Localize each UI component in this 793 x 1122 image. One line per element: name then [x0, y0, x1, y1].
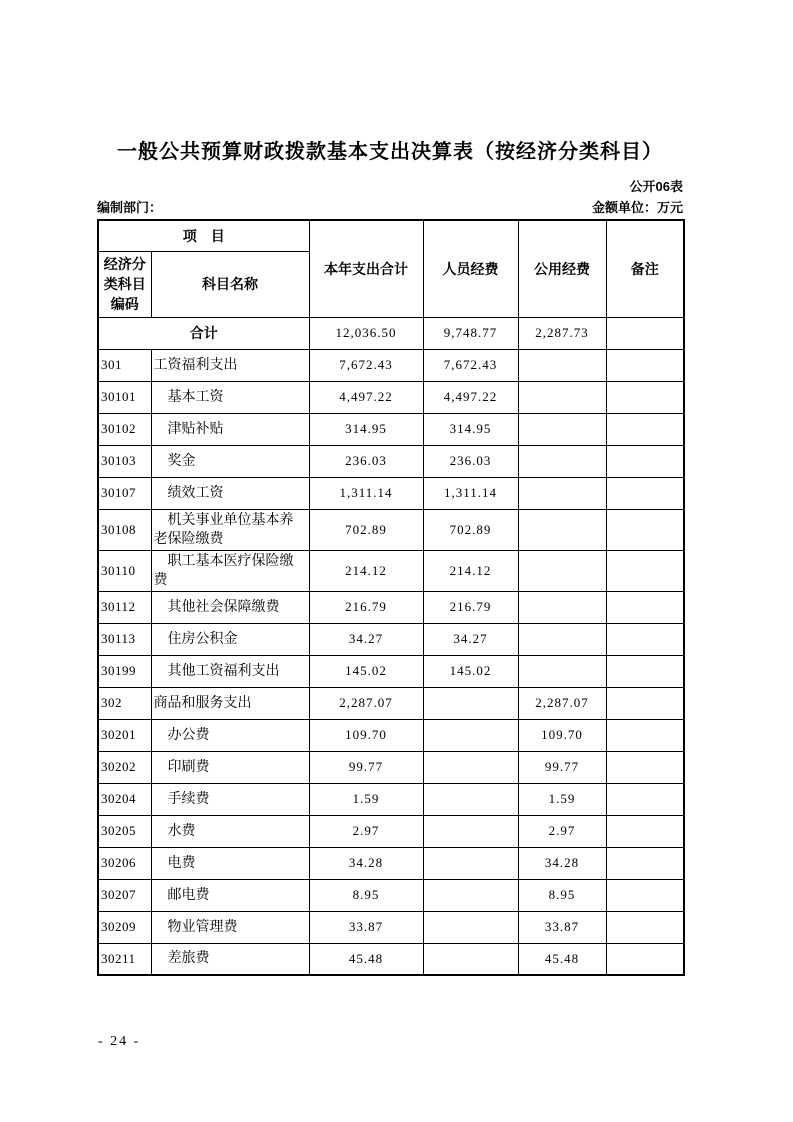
subject-code-cell: 30202	[98, 751, 151, 783]
remark-cell	[606, 687, 684, 719]
remark-cell	[606, 477, 684, 509]
personnel-expense-cell	[423, 943, 518, 975]
remark-cell	[606, 591, 684, 623]
public-expense-cell: 99.77	[518, 751, 606, 783]
public-expense-cell	[518, 550, 606, 591]
personnel-expense-cell	[423, 879, 518, 911]
total-expense-cell: 702.89	[309, 509, 423, 550]
header-public: 公用经费	[518, 220, 606, 317]
total-expense-cell: 33.87	[309, 911, 423, 943]
table-row	[98, 655, 684, 687]
total-expense-cell: 145.02	[309, 655, 423, 687]
subject-name-cell: 手续费	[151, 783, 309, 815]
subject-code-cell: 30113	[98, 623, 151, 655]
personnel-expense-cell: 236.03	[423, 445, 518, 477]
header-remark: 备注	[606, 220, 684, 317]
subject-code-cell: 30108	[98, 509, 151, 550]
public-expense-cell	[518, 591, 606, 623]
public-expense-cell: 109.70	[518, 719, 606, 751]
remark-cell	[606, 719, 684, 751]
subject-name-cell: 物业管理费	[151, 911, 309, 943]
header-personnel: 人员经费	[423, 220, 518, 317]
subject-name-cell: 绩效工资	[151, 477, 309, 509]
personnel-expense-cell: 7,672.43	[423, 349, 518, 381]
remark-cell	[606, 413, 684, 445]
subject-name-cell: 印刷费	[151, 751, 309, 783]
subject-name-cell: 津贴补贴	[151, 413, 309, 445]
personnel-expense-cell: 214.12	[423, 550, 518, 591]
header-subject-name: 科目名称	[151, 251, 309, 317]
subject-name-cell: 其他社会保障缴费	[151, 591, 309, 623]
public-expense-cell	[518, 445, 606, 477]
table-row	[98, 687, 684, 719]
total-expense-cell: 34.28	[309, 847, 423, 879]
total-expense-cell: 2,287.07	[309, 687, 423, 719]
personnel-expense-cell: 1,311.14	[423, 477, 518, 509]
public-expense-cell	[518, 413, 606, 445]
page-title: 一般公共预算财政拨款基本支出决算表（按经济分类科目）	[117, 141, 663, 163]
table-row	[98, 381, 684, 413]
subject-code-cell: 30205	[98, 815, 151, 847]
subject-name-cell: 奖金	[151, 445, 309, 477]
subject-name-cell: 差旅费	[151, 943, 309, 975]
total-row-remark-cell	[606, 317, 684, 349]
subject-code-cell: 30211	[98, 943, 151, 975]
budget-table	[97, 219, 685, 976]
subject-name-cell: 其他工资福利支出	[151, 655, 309, 687]
meta-line	[97, 199, 683, 216]
public-expense-cell	[518, 509, 606, 550]
public-expense-cell	[518, 381, 606, 413]
remark-cell	[606, 911, 684, 943]
personnel-expense-cell	[423, 911, 518, 943]
total-expense-cell: 1,311.14	[309, 477, 423, 509]
prepared-by-label: 编制部门：	[97, 200, 163, 215]
total-expense-cell: 45.48	[309, 943, 423, 975]
total-expense-cell: 236.03	[309, 445, 423, 477]
remark-cell	[606, 943, 684, 975]
table-row	[98, 550, 684, 591]
remark-cell	[606, 509, 684, 550]
subject-name-cell: 电费	[151, 847, 309, 879]
table-row	[98, 509, 684, 550]
total-row	[98, 317, 684, 349]
total-expense-cell: 214.12	[309, 550, 423, 591]
personnel-expense-cell	[423, 687, 518, 719]
subject-name-cell: 职工基本医疗保险缴费	[151, 550, 309, 591]
remark-cell	[606, 815, 684, 847]
public-expense-cell: 8.95	[518, 879, 606, 911]
table-row	[98, 911, 684, 943]
remark-cell	[606, 847, 684, 879]
remark-cell	[606, 879, 684, 911]
table-code-label: 公开06表	[629, 179, 683, 194]
personnel-expense-cell: 34.27	[423, 623, 518, 655]
subject-code-cell: 30102	[98, 413, 151, 445]
total-expense-cell: 109.70	[309, 719, 423, 751]
remark-cell	[606, 623, 684, 655]
personnel-expense-cell: 702.89	[423, 509, 518, 550]
total-expense-cell: 314.95	[309, 413, 423, 445]
subject-code-cell: 30110	[98, 550, 151, 591]
header-row-project	[98, 220, 684, 251]
table-row	[98, 349, 684, 381]
public-expense-cell	[518, 477, 606, 509]
subject-code-cell: 30103	[98, 445, 151, 477]
public-expense-cell: 34.28	[518, 847, 606, 879]
total-expense-cell: 1.59	[309, 783, 423, 815]
public-expense-cell	[518, 655, 606, 687]
subject-name-cell: 工资福利支出	[151, 349, 309, 381]
personnel-expense-cell	[423, 847, 518, 879]
remark-cell	[606, 349, 684, 381]
personnel-expense-cell: 4,497.22	[423, 381, 518, 413]
total-expense-cell: 2.97	[309, 815, 423, 847]
public-expense-cell: 2.97	[518, 815, 606, 847]
table-row	[98, 719, 684, 751]
header-code: 经济分类科目编码	[98, 251, 151, 317]
subject-code-cell: 30209	[98, 911, 151, 943]
subject-name-cell: 基本工资	[151, 381, 309, 413]
subject-name-cell: 机关事业单位基本养老保险缴费	[151, 509, 309, 550]
total-label: 合计	[98, 317, 309, 349]
total-expense-cell: 34.27	[309, 623, 423, 655]
subject-name-cell: 住房公积金	[151, 623, 309, 655]
table-row	[98, 847, 684, 879]
subject-code-cell: 30199	[98, 655, 151, 687]
unit-label: 金额单位：万元	[591, 200, 683, 215]
personnel-expense-cell	[423, 751, 518, 783]
table-row	[98, 445, 684, 477]
subject-code-cell: 30101	[98, 381, 151, 413]
personnel-expense-cell: 314.95	[423, 413, 518, 445]
total-expense-cell: 4,497.22	[309, 381, 423, 413]
personnel-expense-cell	[423, 783, 518, 815]
public-expense-cell: 33.87	[518, 911, 606, 943]
table-row	[98, 879, 684, 911]
total-row-total-cell: 12,036.50	[309, 317, 423, 349]
subject-code-cell: 30201	[98, 719, 151, 751]
personnel-expense-cell	[423, 719, 518, 751]
header-total: 本年支出合计	[309, 220, 423, 317]
table-row	[98, 943, 684, 975]
personnel-expense-cell	[423, 815, 518, 847]
total-expense-cell: 99.77	[309, 751, 423, 783]
table-row	[98, 783, 684, 815]
public-expense-cell: 45.48	[518, 943, 606, 975]
table-row	[98, 413, 684, 445]
public-expense-cell: 1.59	[518, 783, 606, 815]
table-row	[98, 623, 684, 655]
remark-cell	[606, 751, 684, 783]
table-body	[98, 317, 684, 975]
subject-name-cell: 商品和服务支出	[151, 687, 309, 719]
remark-cell	[606, 445, 684, 477]
subject-code-cell: 30107	[98, 477, 151, 509]
subject-code-cell: 301	[98, 349, 151, 381]
table-row	[98, 591, 684, 623]
header-project-group: 项 目	[98, 220, 309, 251]
page-content	[97, 140, 683, 976]
total-row-public-cell: 2,287.73	[518, 317, 606, 349]
table-row	[98, 477, 684, 509]
total-row-personnel-cell: 9,748.77	[423, 317, 518, 349]
remark-cell	[606, 381, 684, 413]
public-expense-cell: 2,287.07	[518, 687, 606, 719]
public-expense-cell	[518, 349, 606, 381]
remark-cell	[606, 655, 684, 687]
subject-code-cell: 30206	[98, 847, 151, 879]
remark-cell	[606, 550, 684, 591]
subject-name-cell: 办公费	[151, 719, 309, 751]
subject-code-cell: 30112	[98, 591, 151, 623]
subject-name-cell: 邮电费	[151, 879, 309, 911]
total-expense-cell: 8.95	[309, 879, 423, 911]
page-number: - 24 -	[98, 1034, 141, 1049]
subject-code-cell: 30204	[98, 783, 151, 815]
remark-cell	[606, 783, 684, 815]
personnel-expense-cell: 216.79	[423, 591, 518, 623]
subject-name-cell: 水费	[151, 815, 309, 847]
personnel-expense-cell: 145.02	[423, 655, 518, 687]
subject-code-cell: 302	[98, 687, 151, 719]
total-expense-cell: 216.79	[309, 591, 423, 623]
public-expense-cell	[518, 623, 606, 655]
subject-code-cell: 30207	[98, 879, 151, 911]
table-row	[98, 751, 684, 783]
total-expense-cell: 7,672.43	[309, 349, 423, 381]
table-row	[98, 815, 684, 847]
